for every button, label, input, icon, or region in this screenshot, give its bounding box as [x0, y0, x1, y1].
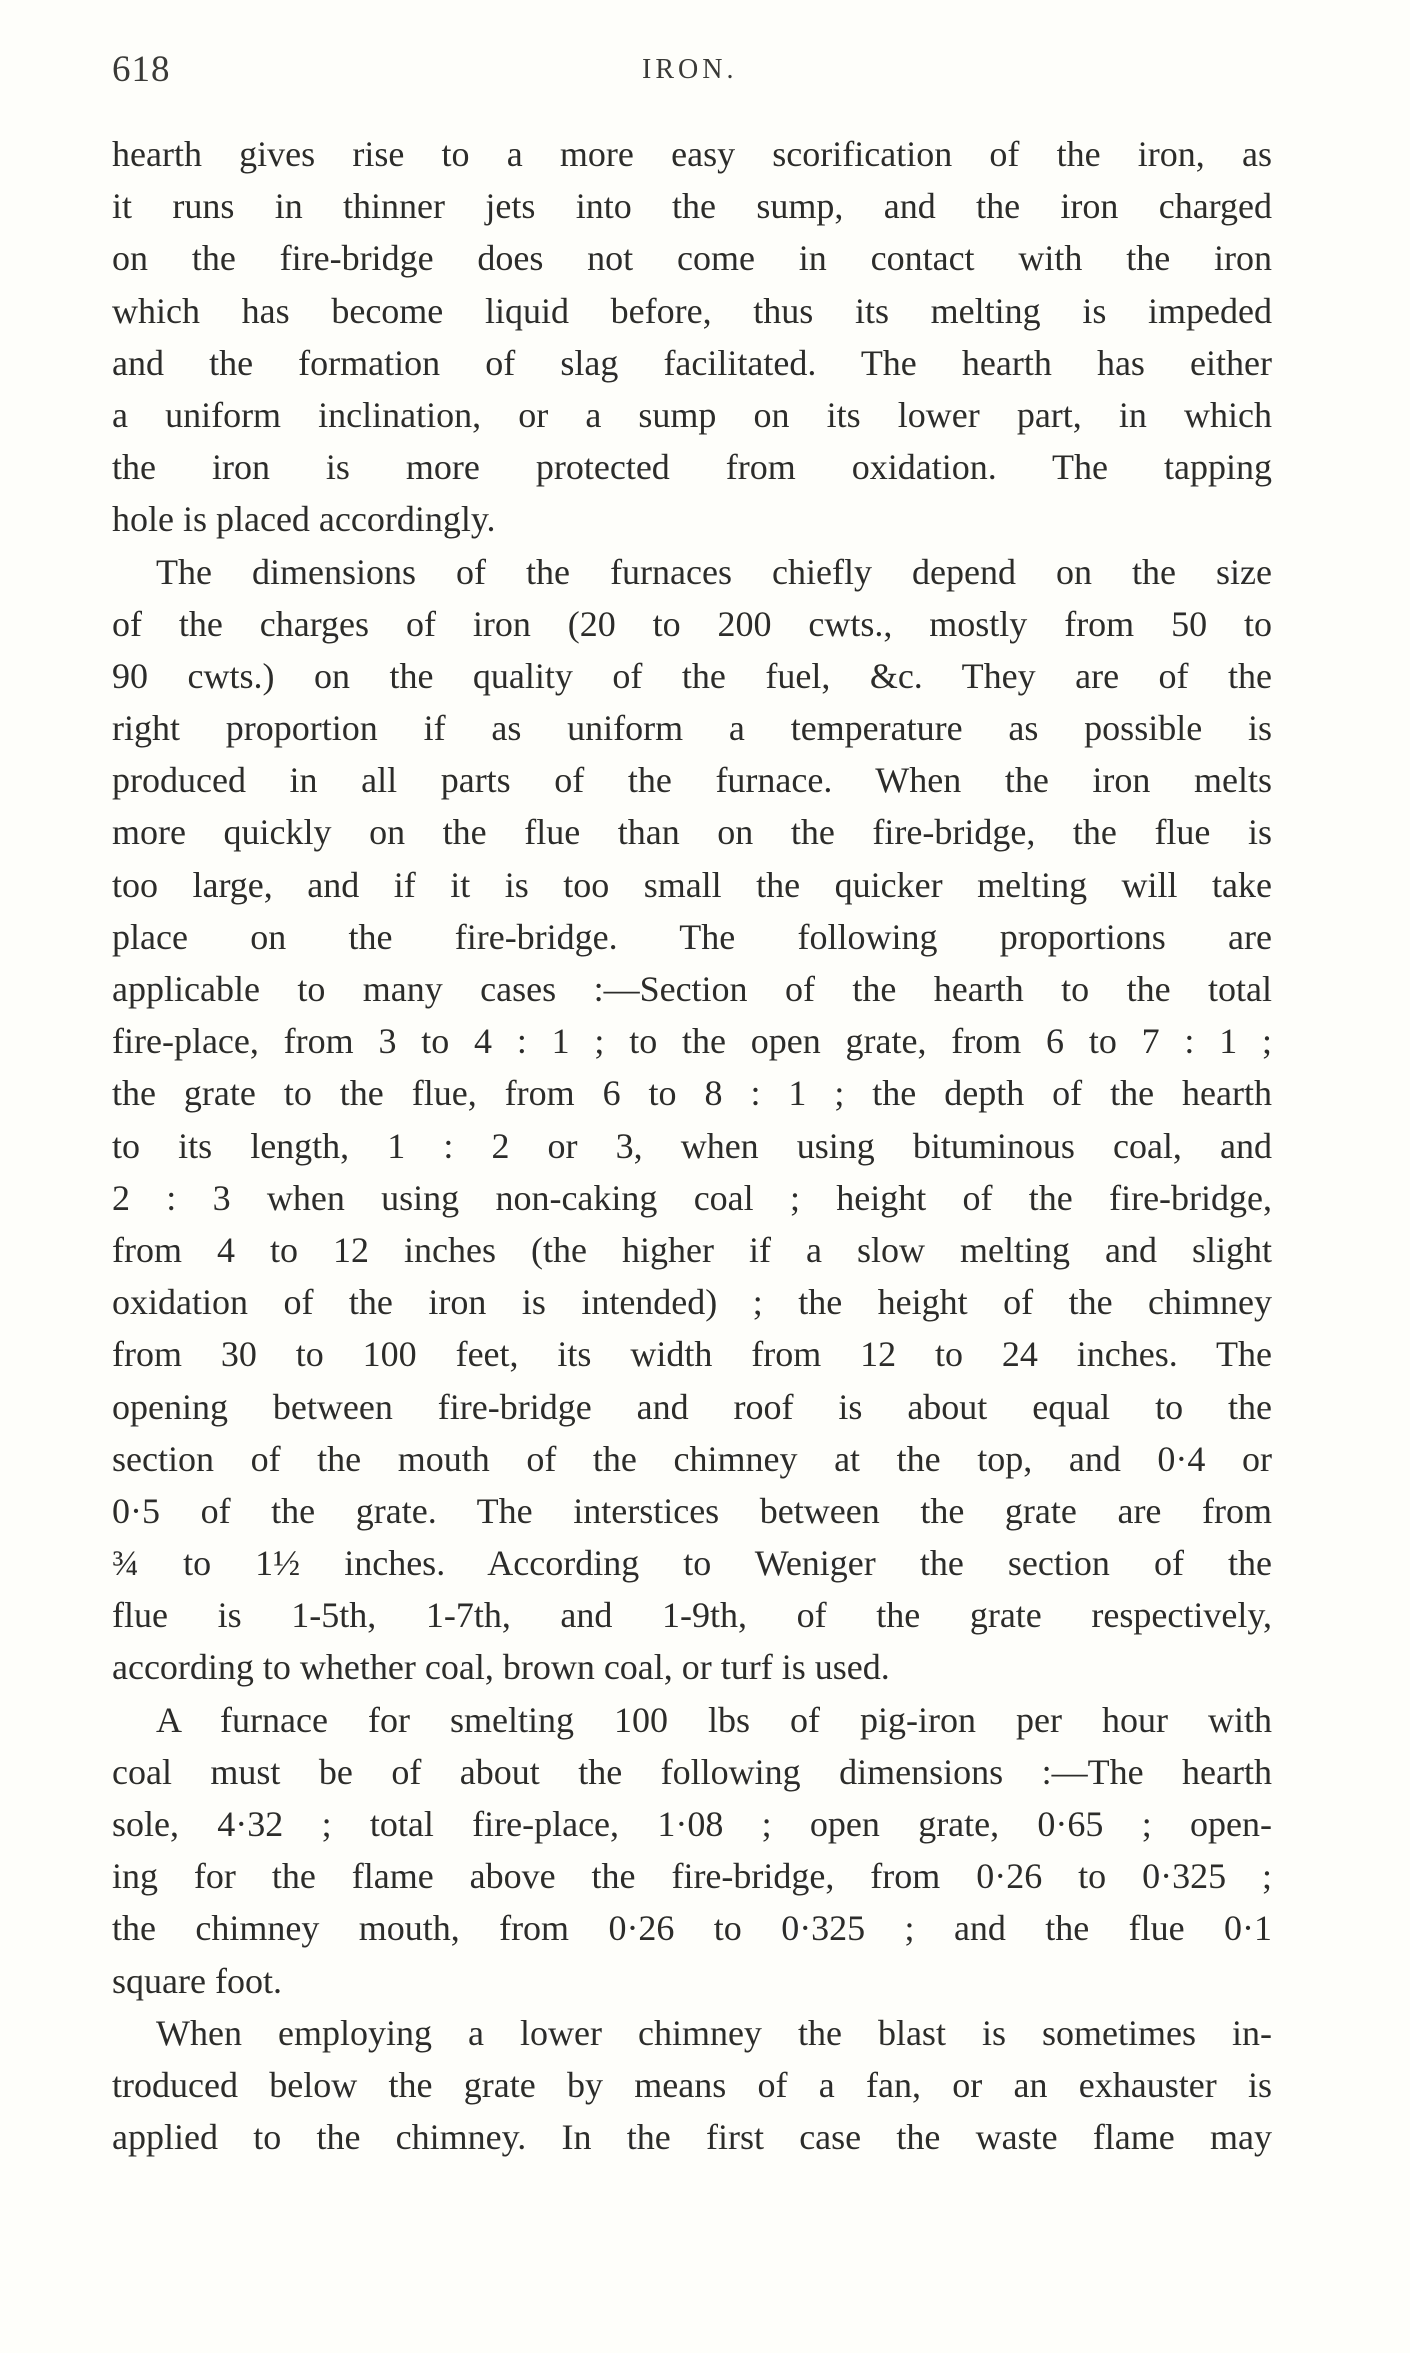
- text-line: the grate to the flue, from 6 to 8 : 1 ; the depth of the hearth: [112, 1073, 1272, 1114]
- running-title: IRON.: [642, 54, 738, 85]
- text-line: 90 cwts.) on the quality of the fuel, &c. They are of the: [112, 655, 1272, 696]
- text-line: oxidation of the iron is intended) ; the height of the chimney: [112, 1282, 1272, 1323]
- text-line: of the charges of iron (20 to 200 cwts., mostly from 50 to: [112, 603, 1272, 644]
- text-line: The dimensions of the furnaces chiefly depend on the size: [156, 551, 1272, 592]
- text-line: 0·5 of the grate. The interstices between the grate are from: [112, 1490, 1272, 1531]
- text-line: applied to the chimney. In the first case the waste flame may: [112, 2117, 1272, 2158]
- text-line: ing for the flame above the fire-bridge, from 0·26 to 0·325 ;: [112, 1856, 1272, 1897]
- text-line: to its length, 1 : 2 or 3, when using bituminous coal, and: [112, 1125, 1272, 1166]
- text-line: place on the fire-bridge. The following proportions are: [112, 916, 1272, 957]
- text-line: the iron is more protected from oxidation. The tapping: [112, 447, 1272, 488]
- text-line: produced in all parts of the furnace. When the iron melts: [112, 760, 1272, 801]
- text-line: A furnace for smelting 100 lbs of pig-iron per hour with: [156, 1699, 1272, 1740]
- paragraph: [112, 128, 1272, 546]
- text-line: hearth gives rise to a more easy scorification of the iron, as: [112, 134, 1272, 174]
- text-line: too large, and if it is too small the quicker melting will take: [112, 864, 1272, 905]
- text-line: fire-place, from 3 to 4 : 1 ; to the open grate, from 6 to 7 : 1 ;: [112, 1021, 1272, 1062]
- text-line: right proportion if as uniform a temperature as possible is: [112, 708, 1272, 749]
- text-line: which has become liquid before, thus its melting is impeded: [112, 290, 1272, 331]
- text-line: hole is placed accordingly.: [112, 499, 496, 540]
- running-head: [112, 48, 1272, 98]
- text-line: 2 : 3 when using non-caking coal ; height of the fire-bridge,: [112, 1177, 1272, 1218]
- text-line: from 30 to 100 feet, its width from 12 to 24 inches. The: [112, 1334, 1272, 1375]
- text-line: more quickly on the flue than on the fire-bridge, the flue is: [112, 812, 1272, 853]
- text-line: according to whether coal, brown coal, or turf is used.: [112, 1647, 890, 1688]
- text-line: section of the mouth of the chimney at the top, and 0·4 or: [112, 1438, 1272, 1479]
- text-line: the chimney mouth, from 0·26 to 0·325 ; and the flue 0·1: [112, 1908, 1272, 1949]
- text-line: from 4 to 12 inches (the higher if a slow melting and slight: [112, 1229, 1272, 1270]
- text-line: coal must be of about the following dimensions :—The hearth: [112, 1751, 1272, 1792]
- paragraph: [112, 2007, 1272, 2164]
- text-line: When employing a lower chimney the blast is sometimes in-: [156, 2012, 1272, 2053]
- text-line: it runs in thinner jets into the sump, and the iron charged: [112, 186, 1272, 227]
- text-line: a uniform inclination, or a sump on its lower part, in which: [112, 394, 1272, 435]
- text-line: square foot.: [112, 1960, 282, 2001]
- text-line: troduced below the grate by means of a fan, or an exhauster is: [112, 2064, 1272, 2105]
- text-line: and the formation of slag facilitated. The hearth has either: [112, 342, 1272, 383]
- text-line: sole, 4·32 ; total fire-place, 1·08 ; open grate, 0·65 ; open-: [112, 1804, 1272, 1844]
- page-number: 618: [112, 49, 171, 90]
- body-text: [112, 128, 1272, 2163]
- text-line: on the fire-bridge does not come in contact with the iron: [112, 238, 1272, 279]
- text-line: flue is 1-5th, 1-7th, and 1-9th, of the grate respectively,: [112, 1595, 1272, 1636]
- text-line: ¾ to 1½ inches. According to Weniger the section of the: [112, 1543, 1272, 1584]
- text-line: opening between fire-bridge and roof is about equal to the: [112, 1386, 1272, 1427]
- text-line: applicable to many cases :—Section of the hearth to the total: [112, 969, 1272, 1009]
- paragraph: [112, 546, 1272, 1694]
- paragraph: [112, 1694, 1272, 2007]
